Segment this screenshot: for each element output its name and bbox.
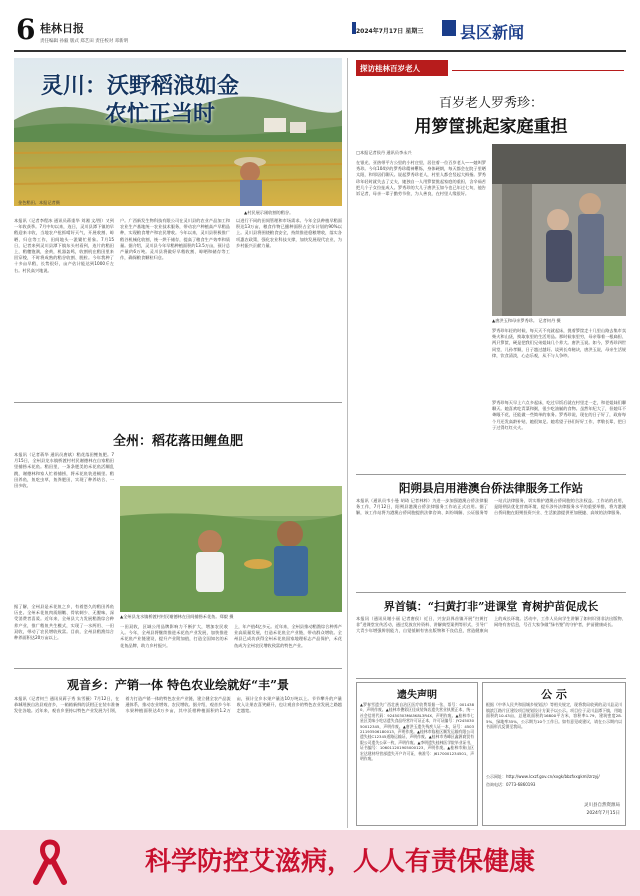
- byline-centenarian: □本报记者侯丹 通讯员李永兴: [356, 150, 412, 155]
- article-lingchuan-col2: 户。广西新发生物科技有限公司在灵川县的农业产品加工和农业生产基地统一农业技术服务，带动农户种植高产早稻品种，实现粮食增产和农民增收。今年以来，灵川县积极推广稻谷机械化收割，统一烘干储存，提高了粮食生产效率和质量。据介绍，灵川县今年早稻种植面积约13.5万亩，预计总产量约6万吨。灵川县将做好早稻收割、晾晒和储存等工作，确保粮食颗粒归仓。: [120, 218, 230, 261]
- article-centenarian-col1: 在银光、亚热带平方公里的小村庄里，居住着一位百岁老人——她叫罗秀珍。今年104岁的罗秀珍精神矍铄，身体硬朗，每天都会在院子里晒太阳，和邻居们聊天。说起罗秀珍老人，村里人都会竖起大拇指。罗秀珍年轻时就失去了丈夫，她独自一人用箩筐挑起家庭的重担，含辛茹苦把几个子女拉扯成人。罗秀珍的大儿子唐洪玉如今也已年过七旬，他告诉记者，母亲一辈子勤劳节俭，为人善良，在村里人缘很好。: [356, 160, 486, 197]
- public-notice-date: 2024年7月15日: [586, 811, 620, 816]
- article-yangshuo-body: 本报讯（通讯员韦小曼 胡琦 记者林梓）为进一步加强港澳台侨法律服务工作，7月12日，阳朔县港澳台侨法律服务工作站正式启用。据了解，该工作站将为港澳台侨同胞提供法律咨询、纠纷调解、公证服务等一站式法律服务，切实维护港澳台侨同胞的合法权益。工作站的启用，是阳朔县优化营商环境、提升涉外法律服务水平的重要举措，将为港澳台侨同胞在阳朔投资兴业、生活旅游提供更加便捷、高效的法律服务。: [356, 498, 626, 516]
- column-tag: 探访桂林百岁老人: [360, 64, 420, 73]
- editor-credits: 责任编辑 孙毅 版式 郑艺田 责任校对 邓新明: [40, 39, 129, 44]
- divider: [14, 668, 342, 669]
- photo-caption-centenarian: ▲唐洪玉和母亲罗秀珍。 记者何丹 摄: [492, 318, 561, 323]
- divider: [356, 592, 626, 593]
- headline-jieshou: 界首镇：“扫黄打非”进课堂 育树护苗促成长: [383, 600, 599, 613]
- article-quanzhou-col3: 一田双收，区域公用品牌影响力不断扩大，增加农民收入。今年，全州县将继续推进禾花鱼产业发展，加快推进禾花鱼产业链建设，提升产业附加值，打造全国知名的禾花鱼品牌，助力乡村振兴。: [120, 624, 228, 648]
- headline-centenarian: 用箩筐挑起家庭重担: [414, 117, 568, 137]
- section-title: 县区新闻: [460, 23, 525, 42]
- divider: [356, 474, 626, 475]
- article-lingchuan-col3: 以进行不同的田间管理和市场需求。今年全县种植早稻面积达13万亩，粮食作物已播种面积占全年计划的90%以上。灵川县将围绕粮食安全，持续推进稳粮增收，落实各项惠农政策，强化农业科技支撑，加快发展现代农业，为乡村振兴贡献力量。: [236, 218, 342, 248]
- article-quanzhou-col2: 据了解，全州县是禾花鱼之乡，有着悠久的稻田养鱼历史。全州禾花鱼肉质细嫩、骨软刺少、无腥味，深受消费者喜爱。近年来，全州县大力发展稻渔综合种养产业，推广稻鱼共生模式，实现了一水两用、一田双收，带动了农民增收致富。目前，全州县稻渔综合种养面积达20万亩以上。: [14, 604, 114, 641]
- column-tag-rule: [452, 70, 624, 71]
- public-notice-body: 根据《中华人民共和国城乡规划法》等相关规定，现将我局收到的灵川县灵川镇滨江路片区建设项目规划设计方案予以公示。项目位于灵川县潭下镇，用地面积约10.43亩，总建筑面积约16800平方米，容积率1.79，建筑密度28.5%，绿地率35%，公示期为10个工作日。如有意见或建议，请在公示期内以书面形式反馈至我局。: [486, 702, 622, 730]
- article-lingchuan-col1: 本报讯（记者李程冰 通讯员蒋重华 刘湘 文/图）又到一年收获季。7月中旬以来，连日，灵川县潭下镇的早稻迎来丰收，当地农户抢抓晴好天气，开展收割、晾晒、归仓等工作，田间地头一派繁忙景象。7月15日，记者来到灵川县潭下镇东头村看到，连片的稻田上，稻穗饱满，金黄，机器轰鸣，收割机在稻田里来回穿梭，不时将成熟的稻谷收割、脱粒。今年我种了十多亩早稻，长势很好，亩产估计能达到1000斤左右。村民高兴地说。: [14, 218, 114, 273]
- column-divider: [347, 58, 348, 828]
- divider: [356, 678, 626, 679]
- divider: [14, 402, 342, 403]
- phone-number: 0773-6860193: [506, 782, 536, 787]
- centenarian-photo: [492, 144, 626, 316]
- article-centenarian-col3: 罗秀珍每天早上六点多起床，吃过早饭后就在村里走一走，和老姐妹们聊聊天。她喜欢吃青菜和粥，很少吃油腻的食物。虽然年纪大了，但她耳不聋眼不花，还能做一些简单的家务。罗秀珍说，现在的日子好了，政府每个月还发高龄补贴，她很知足。她希望子孙们好好工作，孝敬长辈，把日子过得红红火火。: [492, 400, 626, 430]
- centenarian-illustration: [492, 144, 626, 316]
- public-notice-phone-row: [486, 782, 622, 788]
- fish-harvest-illustration: [120, 486, 342, 612]
- photo-caption-fish: ▲全州县龙水镇桥渡村村民谢德林在田间捕捞禾花鱼。郑毅 摄: [120, 614, 234, 619]
- aids-prevention-slogan: 科学防控艾滋病，人人有责保健康: [144, 847, 535, 877]
- red-ribbon-icon: [30, 838, 70, 886]
- page-number: 6: [16, 13, 36, 46]
- lost-notice-body: ▲罗春雪遗失广西壮族自治区医疗收费票据一张，票号：0014380，声明作废。▲桂林市叠彩区佳成装饰店遗失营业执照正本，统一社会信用代码：92450303MA5K8L3R4X，声明作废。▲桂林市七星区美味小吃店遗失食品经营许可证正本，许可证编号：JY24503050012345，声明作废。▲唐洪玉遗失残疾人证一本，证号：450321193506180013，声明作废。▲桂林市临桂区顺发运输有限公司遗失桂C12345道路运输证，声明作废。▲桂林市秀峰区鑫源商贸有限公司遗失公章一枚，声明作废。▲李明遗失桂林医学院毕业证书，证书编号：106011201905000123，声明作废。▲桂林市象山区宏达建材经营部遗失开户许可证，核准号：J6170001234501，声明作废。: [360, 702, 474, 762]
- lost-notice-title: 遗失声明: [397, 690, 437, 701]
- headline-centenarian-kicker: 百岁老人罗秀珍：: [438, 96, 543, 111]
- article-quanzhou-col1: 本报讯（记者蒋华 通讯员唐斌）稻花落田鲤鱼肥。7月15日，全州县龙水镇桥渡村村民谢德林在自家稻田里捕捞禾花鱼。稻田里，一条条肥美的禾花鱼活蹦乱跳，谢德林和家人忙着捕捞，将禾花鱼装进桶里。稻田养鱼，鱼吃虫草，鱼粪肥田，实现了种养结合、一田多收。: [14, 452, 114, 489]
- red-ribbon-svg: [30, 838, 70, 886]
- headline-lingchuan-line1: 灵川：沃野稻浪如金: [40, 73, 239, 99]
- public-notice-issuer: 灵川县自然资源局: [584, 803, 620, 808]
- headline-lingchuan-line2: 农忙正当时: [104, 101, 215, 127]
- article-quanzhou-col4: 上，年产值4亿多元。近年来，全州县推动稻渔综合种养产业高质量发展，打造禾花鱼全产业链，带动群众增收。全州县已成功获得全州禾花鱼国家地理标志产品保护，禾花鱼成为全州农民增收致富的特色产业。: [234, 624, 342, 648]
- newspaper-name: 桂林日报: [40, 22, 84, 35]
- article-jieshou-body: 本报讯（通讯员谢小丽 记者唐侯）近日，兴安县界首镇开展“扫黄打非”进课堂宣传活动，通过发放宣传资料、讲解典型案例等形式，引导广大青少年增强辨别能力，自觉抵制有害出版物和不良信息，营造健康向上的成长环境。活动中，工作人员向学生讲解了如何识别非法出版物、网络有害信息，号召大家争做“绿书签”的守护者，护苗健康成长。: [356, 616, 626, 634]
- photo-caption-farmer: ▲村民展示刚收割的稻谷。: [244, 210, 294, 215]
- header-rule: [14, 50, 626, 52]
- fish-harvest-photo: [120, 486, 342, 612]
- website-label: 公示网址：: [486, 774, 506, 779]
- headline-yangshuo: 阳朔县启用港澳台侨法律服务工作站: [399, 481, 583, 495]
- article-guanyin-body: 本报讯（记者何兰 通讯员蒋子秀 朱雪薇）7月12日，在恭城瑶族自治县观音乡，一箱箱新鲜的沃柑正在装车准备发往各地。近年来，观音乡坚持以特色产业发展为引领，着力打造产销一体的特色农业产业链，建立健全农产品流通体系，推动农业增效、农民增收。据介绍，观音乡今年水果种植面积达4万多亩，其中沃柑种植面积约1.2万亩，预计全乡水果产量达10万吨以上。节节攀升的产量收入让果农喜笑颜开，也让观音乡的特色农业发展之路越走越宽。: [14, 696, 342, 714]
- website-link[interactable]: http://www.lcxzf.gov.cn/xxgk/bbzfxxgkml/zrzyj/: [506, 774, 600, 779]
- issue-date: 2024年7月17日 星期三: [356, 28, 424, 35]
- public-notice-website-row: [486, 774, 622, 780]
- public-notice-title: 公 示: [541, 688, 567, 701]
- photo-caption-field: 金色稻田。本报记者摄: [18, 200, 60, 205]
- phone-label: 咨询电话：: [486, 782, 506, 787]
- article-centenarian-col2: 罗秀珍年轻的时候，每天天不亮就起床，挑着箩筐走十几里山路去集市卖柴火和山货，换取家里的生活用品。那时候家里穷，母亲靠着一根扁担、两只箩筐，硬是把我们兄弟姐妹几个养大。唐洪玉说。如今，罗秀珍四世同堂，儿孙孝顺，日子越过越好。谈到长寿秘诀，唐洪玉说，母亲生活规律，饮食清淡，心态乐观，从不与人争吵。: [492, 328, 626, 358]
- headline-quanzhou: 全州：稻花落田鲤鱼肥: [112, 434, 243, 449]
- headline-guanyin: 观音乡：产销一体 特色农业绘就好“丰”景: [67, 678, 289, 692]
- section-marker: [442, 20, 456, 36]
